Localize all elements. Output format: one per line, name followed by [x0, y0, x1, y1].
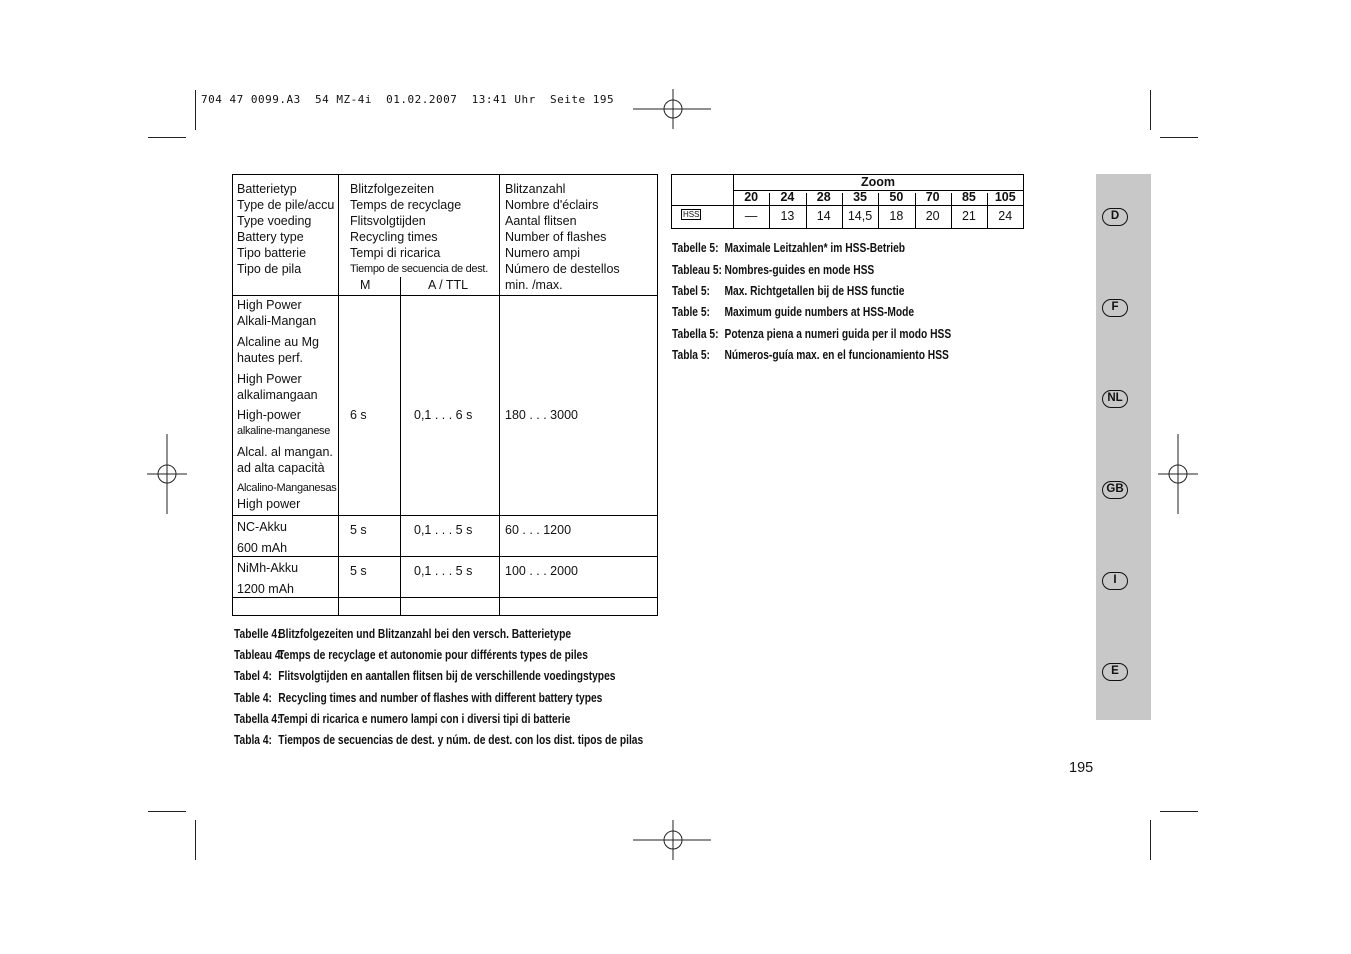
caption-5-it: Tabella 5: Potenza piena a numeri guida per il modo HSS [672, 327, 952, 341]
page-number: 195 [1069, 760, 1094, 776]
caption-5-de: Tabelle 5: Maximale Leitzahlen* im HSS-Betrieb [672, 241, 906, 255]
caption-5-nl: Tabel 5: Max. Richtgetallen bij de HSS functie [672, 284, 905, 298]
row-nc-akku: NC-Akku 600 mAh [237, 520, 288, 555]
language-tab-f[interactable]: F [1102, 299, 1128, 317]
print-header: 704 47 0099.A3 54 MZ-4i 01.02.2007 13:41 Uhr Seite 195 [201, 93, 615, 106]
zoom-value-header: 20 [744, 190, 759, 204]
header-mode-m: M [360, 278, 371, 292]
guide-number-cell: 18 [889, 209, 904, 223]
guide-number-cell: 14,5 [847, 209, 873, 223]
guide-number-cell: 13 [780, 209, 795, 223]
registration-mark-left [127, 434, 207, 514]
caption-5-gb: Table 5: Maximum guide numbers at HSS-Mode [672, 305, 915, 319]
guide-number-cell: 14 [816, 209, 831, 223]
row3-m-value: 5 s [350, 564, 367, 578]
zoom-value-header: 28 [816, 190, 831, 204]
hss-label: HSS [683, 210, 700, 219]
language-tab-nl[interactable]: NL [1102, 390, 1128, 408]
guide-number-cell: 20 [925, 209, 940, 223]
registration-mark-top [633, 69, 713, 149]
row2-a-value: 0,1 . . . 5 s [414, 523, 473, 537]
language-tab-gb[interactable]: GB [1102, 481, 1128, 499]
row-alkaline-battery-types: High Power Alkali-Mangan Alcaline au Mg hautes perf. High Power alkalimangaan High-power alkaline-manganese Alcal. al mangan. ad alta capacità Alcalino-Manganesas High power [237, 298, 337, 511]
zoom-value-header: 35 [853, 190, 867, 204]
row3-flashes-value: 100 . . . 2000 [505, 564, 578, 578]
row1-flashes-value: 180 . . . 3000 [505, 408, 578, 422]
header-recycling-times: Blitzfolgezeiten Temps de recyclage Flitsvolgtijden Recycling times Tempi di ricarica Tiempo de secuencia de dest. [350, 182, 488, 275]
caption-4-fr: Tableau 4:Temps de recyclage et autonomie pour différents types de piles [234, 648, 588, 662]
zoom-value-header: 70 [925, 190, 940, 204]
row2-flashes-value: 60 . . . 1200 [505, 523, 572, 537]
language-tab-d[interactable]: D [1102, 208, 1128, 226]
zoom-header: Zoom [860, 175, 896, 189]
zoom-value-header: 105 [994, 190, 1016, 204]
row1-a-value: 0,1 . . . 6 s [414, 408, 473, 422]
caption-4-de: Tabelle 4:Blitzfolgezeiten und Blitzanzahl bei den versch. Batterietype [234, 627, 572, 641]
caption-4-gb: Table 4: Recycling times and number of flashes with different battery types [234, 691, 603, 705]
row-nimh-akku: NiMh-Akku 1200 mAh [237, 561, 299, 596]
guide-number-cell: — [744, 209, 758, 223]
table-4-battery-recycling [232, 174, 658, 616]
registration-mark-bottom [633, 800, 713, 880]
caption-4-nl: Tabel 4: Flitsvolgtijden en aantallen flitsen bij de verschillende voedingstypes [234, 669, 616, 683]
header-mode-a-ttl: A / TTL [428, 278, 469, 292]
guide-number-cell: 21 [961, 209, 976, 223]
zoom-value-header: 50 [889, 190, 904, 204]
header-number-of-flashes: Blitzanzahl Nombre d'éclairs Aantal flitsen Number of flashes Numero ampi Número de destellos min. /max. [505, 182, 620, 292]
table-5-hss-guide-numbers [671, 174, 1024, 229]
header-battery-type: Batterietyp Type de pile/accu Type voeding Battery type Tipo batterie Tipo de pila [237, 182, 335, 276]
row2-m-value: 5 s [350, 523, 367, 537]
language-tab-e[interactable]: E [1102, 663, 1128, 681]
caption-4-es: Tabla 4: Tiempos de secuencias de dest. y núm. de dest. con los dist. tipos de pilas [234, 733, 644, 747]
language-tab-i[interactable]: I [1102, 572, 1128, 590]
language-sidebar [1096, 174, 1151, 720]
zoom-value-header: 85 [961, 190, 976, 204]
row1-m-value: 6 s [350, 408, 367, 422]
zoom-value-header: 24 [780, 190, 795, 204]
caption-4-it: Tabella 4:Tempi di ricarica e numero lampi con i diversi tipi di batterie [234, 712, 571, 726]
caption-5-fr: Tableau 5: Nombres-guides en mode HSS [672, 263, 875, 277]
caption-5-es: Tabla 5: Números-guía max. en el funcionamiento HSS [672, 348, 949, 362]
guide-number-cell: 24 [998, 209, 1013, 223]
row3-a-value: 0,1 . . . 5 s [414, 564, 473, 578]
